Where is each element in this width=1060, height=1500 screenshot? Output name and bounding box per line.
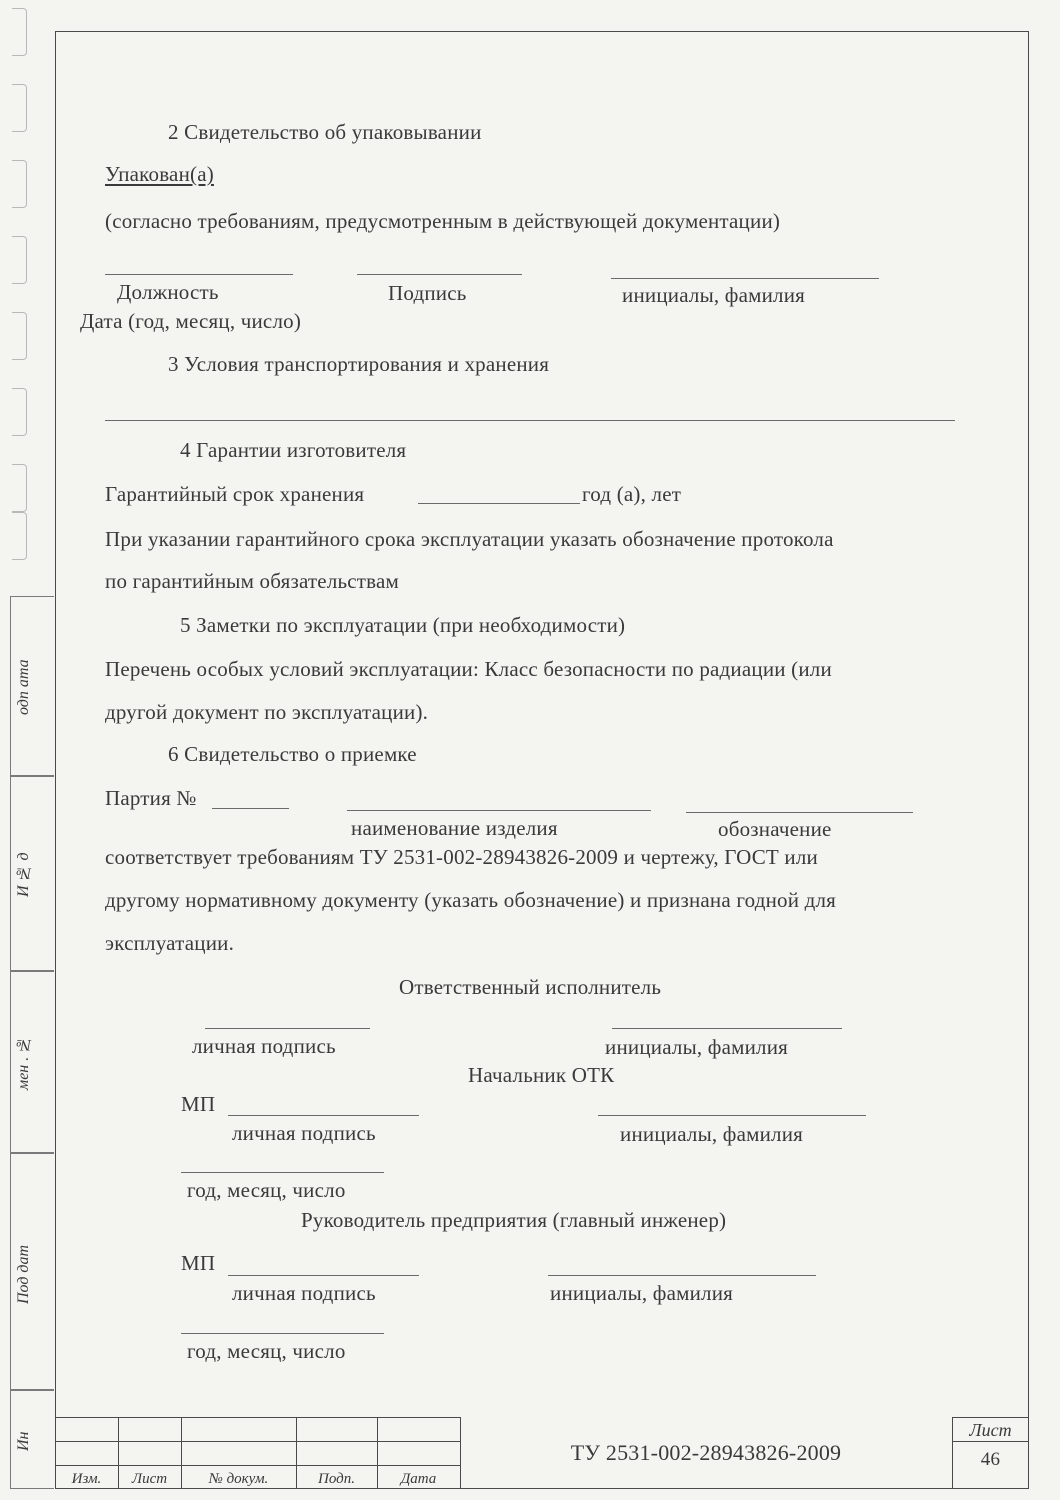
section5-heading: 5 Заметки по эксплуатации (при необходимости) (180, 613, 626, 637)
col-label-date: Дата (400, 1471, 437, 1487)
director-signature-line (228, 1275, 419, 1276)
designation-line (686, 812, 913, 813)
binding-hole (12, 84, 27, 132)
otk-stamp: МП (181, 1092, 216, 1116)
responsible-signature-line (205, 1028, 370, 1029)
binding-label: мен . № (15, 1035, 32, 1091)
director-heading: Руководитель предприятия (главный инженер) (301, 1208, 727, 1232)
packed-note: (согласно требованиям, предусмотренным в действующей документации) (105, 209, 781, 233)
binding-hole (12, 160, 27, 208)
warranty-term-line (418, 503, 580, 504)
sheet-number: 46 (980, 1449, 1001, 1470)
binding-hole (12, 312, 27, 360)
warranty-term-unit: год (а), лет (582, 482, 682, 506)
date-caption: Дата (год, месяц, число) (80, 309, 302, 333)
director-stamp: МП (181, 1251, 216, 1275)
signature-caption: Подпись (388, 281, 467, 305)
product-name-caption: наименование изделия (351, 816, 558, 840)
notes-text-line2: другой документ по эксплуатации). (105, 700, 429, 724)
binding-cell (10, 1153, 54, 1390)
position-caption: Должность (117, 280, 219, 304)
section3-heading: 3 Условия транспортирования и хранения (168, 352, 550, 376)
binding-hole (12, 464, 27, 512)
section4-heading: 4 Гарантии изготовителя (180, 438, 407, 462)
otk-date-line (181, 1172, 384, 1173)
otk-signature-caption: личная подпись (232, 1121, 376, 1145)
otk-name-line (598, 1115, 866, 1116)
document-code: ТУ 2531-002-28943826-2009 (570, 1440, 842, 1465)
responsible-signature-caption: личная подпись (192, 1034, 336, 1058)
sheet-box-mid-rule (952, 1441, 1029, 1442)
warranty-term-label: Гарантийный срок хранения (105, 482, 365, 506)
otk-name-caption: инициалы, фамилия (620, 1122, 804, 1146)
col-label-signature: Подп. (318, 1471, 355, 1487)
name-line (611, 278, 879, 279)
binding-label: И № д (15, 852, 32, 897)
position-line (105, 274, 293, 275)
binding-cell (10, 596, 54, 776)
director-date-line (181, 1333, 384, 1334)
acceptance-text-line2: другому нормативному документу (указать обозначение) и признана годной для (105, 888, 837, 912)
acceptance-text-line3: эксплуатации. (105, 931, 235, 955)
binding-hole (12, 512, 27, 560)
section6-heading: 6 Свидетельство о приемке (168, 742, 417, 766)
packed-label: Упакован(а) (105, 162, 214, 186)
binding-cell (10, 971, 54, 1153)
col-label-doc-number: № докум. (208, 1471, 269, 1487)
title-block (55, 1417, 1029, 1489)
otk-date-caption: год, месяц, число (187, 1178, 346, 1202)
otk-heading: Начальник ОТК (468, 1063, 615, 1087)
director-name-caption: инициалы, фамилия (550, 1281, 734, 1305)
signature-line (357, 274, 522, 275)
binding-label: одп ата (15, 659, 32, 715)
batch-number-line (212, 808, 289, 809)
binding-hole (12, 236, 27, 284)
transport-conditions-line (105, 420, 955, 421)
binding-label: Ин (15, 1431, 32, 1451)
responsible-heading: Ответственный исполнитель (399, 975, 662, 999)
responsible-name-caption: инициалы, фамилия (605, 1035, 789, 1059)
warranty-text-line2: по гарантийным обязательствам (105, 569, 400, 593)
otk-signature-line (228, 1115, 419, 1116)
acceptance-text-line1: соответствует требованиям ТУ 2531-002-28943826-2009 и чертежу, ГОСТ или (105, 845, 818, 869)
director-date-caption: год, месяц, число (187, 1339, 346, 1363)
col-label-sheet: Лист (131, 1471, 168, 1487)
section2-heading: 2 Свидетельство об упаковывании (168, 120, 482, 144)
notes-text-line1: Перечень особых условий эксплуатации: Класс безопасности по радиации (или (105, 657, 832, 681)
sheet-label: Лист (969, 1420, 1012, 1440)
binding-cell (10, 1390, 54, 1489)
binding-hole (12, 388, 27, 436)
col-label-change: Изм. (71, 1471, 102, 1487)
director-signature-caption: личная подпись (232, 1281, 376, 1305)
name-caption: инициалы, фамилия (622, 283, 806, 307)
warranty-text-line1: При указании гарантийного срока эксплуатации указать обозначение протокола (105, 527, 834, 551)
binding-hole (12, 8, 27, 56)
batch-label: Партия № (105, 786, 197, 810)
designation-caption: обозначение (718, 817, 832, 841)
product-name-line (347, 810, 651, 811)
binding-cell (10, 776, 54, 971)
responsible-name-line (612, 1028, 842, 1029)
director-name-line (548, 1275, 816, 1276)
sheet-box-top-rule (952, 1417, 1029, 1418)
binding-label: Под дат (15, 1244, 32, 1304)
